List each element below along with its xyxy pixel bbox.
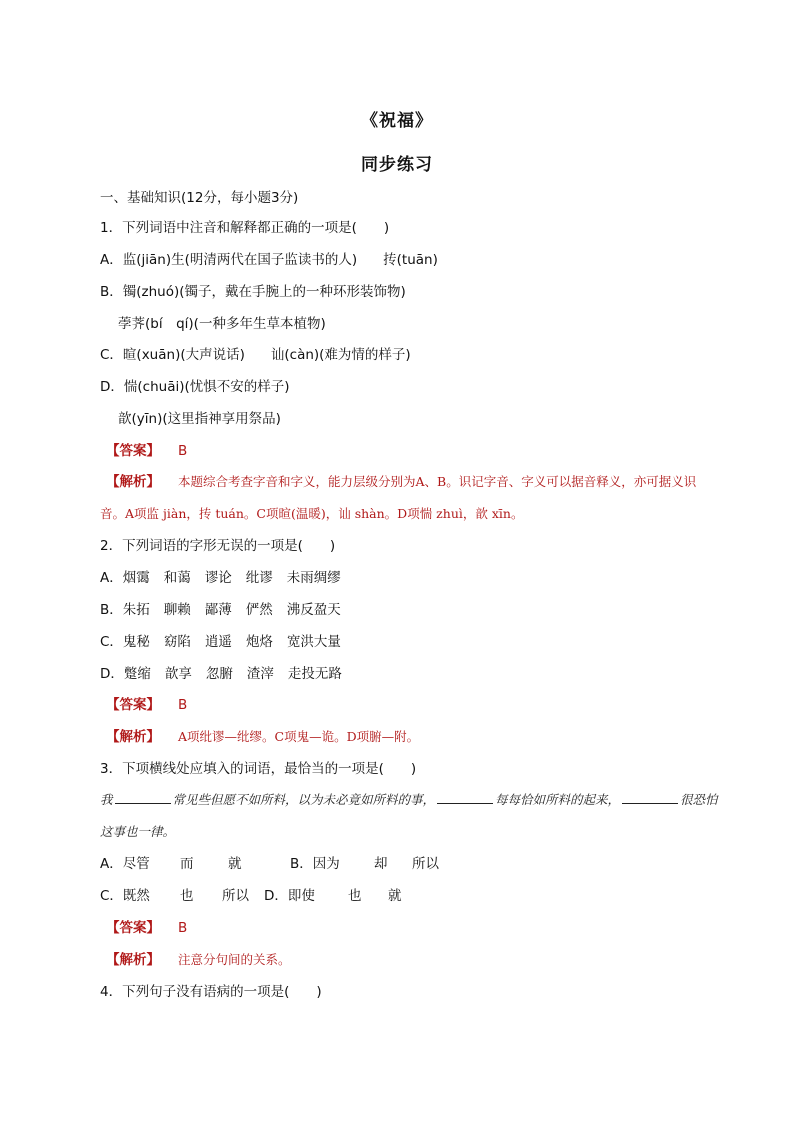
passage-text: 我 bbox=[100, 792, 113, 807]
q2-c-word: C．鬼秘 bbox=[100, 634, 150, 650]
q2-option-a bbox=[100, 568, 341, 588]
q2-option-c bbox=[100, 632, 341, 652]
q3-c-word: 所以 bbox=[222, 888, 249, 904]
explanation-label: 【解析】 bbox=[106, 952, 160, 968]
q2-d-word: 忽腑 bbox=[205, 666, 233, 682]
q2-a-word: 和蔼 bbox=[163, 570, 191, 586]
q3-a-word: 而 bbox=[180, 856, 194, 872]
q1-option-c bbox=[100, 345, 411, 365]
q2-stem: 2．下列词语的字形无误的一项是( ) bbox=[100, 538, 336, 554]
q2-d-word: 渣滓 bbox=[246, 666, 274, 682]
q2-b-word: 俨然 bbox=[245, 602, 273, 618]
q3-d-word: D．即使 bbox=[264, 888, 315, 904]
q1-option-d-cont: 歆(yīn)(这里指神享用祭品) bbox=[118, 411, 281, 427]
answer-value: B bbox=[178, 443, 188, 459]
section-heading: 一、基础知识(12分，每小题3分) bbox=[100, 190, 299, 206]
q3-options-row1 bbox=[100, 854, 439, 874]
q3-b-word: 所以 bbox=[412, 856, 439, 872]
q2-answer bbox=[106, 695, 187, 715]
q2-a-word: 未雨绸缪 bbox=[286, 570, 341, 586]
q1-option-a bbox=[100, 250, 438, 270]
q2-d-word: 歆享 bbox=[164, 666, 192, 682]
q3-c-word: C．既然 bbox=[100, 888, 150, 904]
q2-b-word: 沸反盈天 bbox=[286, 602, 341, 618]
q3-a-word: A．尽管 bbox=[100, 856, 150, 872]
fill-blank bbox=[437, 789, 493, 804]
q2-c-word: 宽洪大量 bbox=[286, 634, 341, 650]
q2-explanation bbox=[106, 727, 419, 747]
q2-a-word: 谬论 bbox=[204, 570, 232, 586]
explanation-label: 【解析】 bbox=[106, 474, 160, 490]
q3-d-word: 也 bbox=[348, 888, 362, 904]
q1-stem: 1．下列词语中注音和解释都正确的一项是( ) bbox=[100, 220, 390, 236]
passage-text: 每每恰如所料的起来， bbox=[495, 792, 621, 807]
explanation-label: 【解析】 bbox=[106, 729, 160, 745]
q2-b-word: 鄙薄 bbox=[204, 602, 232, 618]
explanation-text: 注意分句间的关系。 bbox=[178, 952, 291, 967]
q2-a-word: A．烟霭 bbox=[100, 570, 150, 586]
q3-explanation bbox=[106, 950, 291, 970]
q2-c-word: 炮烙 bbox=[245, 634, 273, 650]
q1-explanation bbox=[100, 466, 720, 530]
passage-text: 常见些但愿不如所料，以为未必竟如所料的事， bbox=[172, 792, 436, 807]
q2-option-b bbox=[100, 600, 341, 620]
fill-blank bbox=[622, 789, 678, 804]
q3-options-row2 bbox=[100, 886, 402, 906]
q2-option-d bbox=[100, 664, 342, 684]
q2-d-word: D．蹩缩 bbox=[100, 666, 151, 682]
q1-option-b: B．镯(zhuó)(镯子，戴在手腕上的一种环形装饰物) bbox=[100, 284, 406, 300]
q1-option-c-part1: C．暄(xuān)(大声说话) bbox=[100, 347, 245, 363]
q1-option-c-part2: 讪(càn)(难为情的样子) bbox=[270, 347, 411, 363]
q2-c-word: 窈陷 bbox=[163, 634, 191, 650]
q3-fill-passage bbox=[100, 784, 720, 848]
q3-d-word: 就 bbox=[388, 888, 402, 904]
q4-stem: 4．下列句子没有语病的一项是( ) bbox=[100, 984, 322, 1000]
answer-value: B bbox=[178, 920, 188, 936]
answer-label: 【答案】 bbox=[106, 697, 160, 713]
q1-option-a-part1: A．监(jiān)生(明清两代在国子监读书的人) bbox=[100, 252, 358, 268]
q1-option-b-cont: 荸荠(bí qí)(一种多年生草本植物) bbox=[118, 316, 326, 332]
q2-b-word: 聊赖 bbox=[163, 602, 191, 618]
answer-label: 【答案】 bbox=[106, 443, 160, 459]
passage-text: 很恐怕这事也一律。 bbox=[100, 792, 718, 839]
answer-value: B bbox=[178, 697, 188, 713]
q3-a-word: 就 bbox=[228, 856, 242, 872]
q2-b-word: B．朱拓 bbox=[100, 602, 150, 618]
explanation-text: 本题综合考查字音和字义，能力层级分别为A、B。识记字音、字义可以据音释义，亦可据义识音。A项监 jiàn，抟 tuán。C项暄(温暖)，讪 shàn。D项惴 zhuì，歆 xīn。 bbox=[100, 474, 697, 521]
q2-d-word: 走投无路 bbox=[287, 666, 342, 682]
doc-title: 《祝福》 bbox=[361, 111, 433, 131]
q3-b-word: B．因为 bbox=[290, 856, 340, 872]
q2-a-word: 纰谬 bbox=[245, 570, 273, 586]
fill-blank bbox=[115, 789, 171, 804]
q1-option-a-part2: 抟(tuān) bbox=[383, 252, 438, 268]
q2-c-word: 逍遥 bbox=[204, 634, 232, 650]
q3-b-word: 却 bbox=[374, 856, 388, 872]
doc-subtitle: 同步练习 bbox=[361, 155, 433, 175]
q3-answer bbox=[106, 918, 187, 938]
q1-answer bbox=[106, 441, 187, 461]
explanation-text: A项纰谬—纰缪。C项鬼—诡。D项腑—附。 bbox=[178, 729, 420, 744]
q3-c-word: 也 bbox=[180, 888, 194, 904]
answer-label: 【答案】 bbox=[106, 920, 160, 936]
q3-stem: 3．下项横线处应填入的词语，最恰当的一项是( ) bbox=[100, 761, 417, 777]
q1-option-d: D．惴(chuāi)(忧惧不安的样子) bbox=[100, 379, 290, 395]
